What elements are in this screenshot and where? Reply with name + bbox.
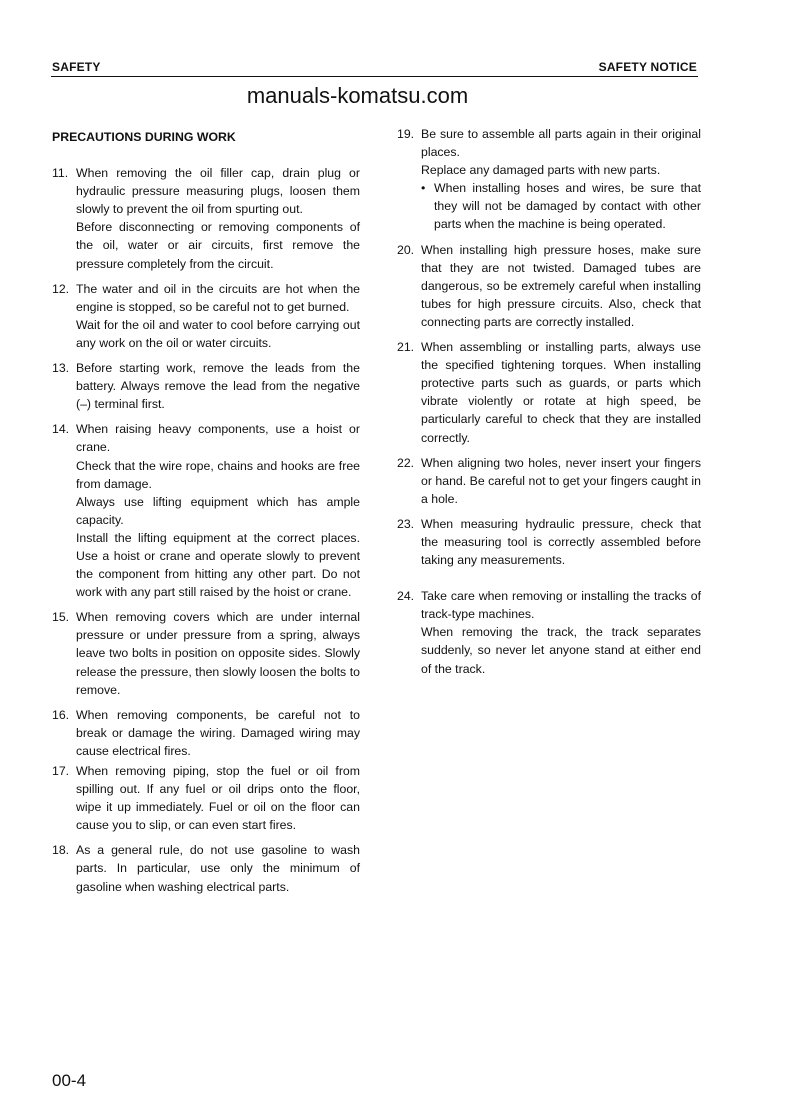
item-paragraph: When removing components, be careful not to break or damage the wiring. Damaged wiring may cause electrical fires. xyxy=(76,707,360,758)
item-paragraph: Install the lifting equipment at the correct places. Use a hoist or crane and operate slowly to prevent the component from hitting any other part. Do not work with any part still raised by the hoist or crane. xyxy=(76,530,360,600)
item-paragraph: When measuring hydraulic pressure, check that the measuring tool is correctly assembled before taking any measurements. xyxy=(421,516,701,568)
item-paragraph: When assembling or installing parts, always use the specified tightening torques. When installing protective parts such as guards, or parts which vibrate violently or rotate at high speed, be particularly careful to check that they are installed correctly. xyxy=(421,340,701,445)
item-paragraph: Before disconnecting or removing components of the oil, water or air circuits, first remove the pressure completely from the circuit. xyxy=(76,220,360,271)
safety-item xyxy=(52,164,360,273)
bullet-text: When installing hoses and wires, be sure that they will not be damaged by contact with other parts when the machine is being operated. xyxy=(434,181,701,232)
item-paragraph: When installing high pressure hoses, make sure that they are not twisted. Damaged tubes are dangerous, so be extremely careful when installing tubes for high pressure circuits. Also, check that connecting parts are correctly installed. xyxy=(421,242,701,329)
item-paragraph: When removing the oil filler cap, drain plug or hydraulic pressure measuring plugs, loosen them slowly to prevent the oil from spurting out. xyxy=(76,166,360,217)
safety-item xyxy=(52,841,360,895)
safety-item xyxy=(397,587,701,677)
item-paragraph: When removing the track, the track separates suddenly, so never let anyone stand at either end of the track. xyxy=(421,625,701,676)
item-paragraph: Check that the wire rope, chains and hooks are free from damage. xyxy=(76,458,360,491)
item-number: 19. xyxy=(397,127,415,141)
item-paragraph: Be sure to assemble all parts again in their original places. xyxy=(421,127,701,160)
item-number: 13. xyxy=(52,361,70,376)
item-number: 15. xyxy=(52,610,70,625)
header-section-label: SAFETY xyxy=(52,60,101,74)
item-paragraph: When raising heavy components, use a hoist or crane. xyxy=(76,422,360,455)
header-rule xyxy=(51,76,698,77)
safety-item xyxy=(52,420,360,601)
safety-item xyxy=(52,280,360,352)
item-number: 18. xyxy=(52,843,70,858)
item-number: 12. xyxy=(52,281,70,296)
item-number: 11. xyxy=(52,166,69,181)
item-paragraph: Before starting work, remove the leads from the battery. Always remove the lead from the negative (–) terminal first. xyxy=(76,361,360,412)
item-paragraph: When aligning two holes, never insert your fingers or hand. Be careful not to get your fingers caught in a hole. xyxy=(421,455,701,506)
item-paragraph: Replace any damaged parts with new parts. xyxy=(421,163,661,178)
safety-item xyxy=(397,515,701,569)
item-number: 23. xyxy=(397,516,415,531)
safety-item xyxy=(397,454,701,508)
bullet-dot-icon: • xyxy=(421,181,426,196)
safety-item xyxy=(52,706,360,760)
item-paragraph: Take care when removing or installing the tracks of track-type machines. xyxy=(421,589,701,622)
item-paragraph: As a general rule, do not use gasoline to wash parts. In particular, use only the minimum of gasoline when washing electrical parts. xyxy=(76,843,360,894)
safety-item xyxy=(397,241,701,331)
item-number: 20. xyxy=(397,242,415,257)
item-paragraph: When removing covers which are under internal pressure or under pressure from a spring, always leave two bolts in position on opposite sides. Slowly release the pressure, then slowly loosen the bolts to remove. xyxy=(76,610,360,697)
item-paragraph: Wait for the oil and water to cool before carrying out any work on the oil or water circuits. xyxy=(76,317,360,350)
safety-item xyxy=(52,762,360,834)
header-document-title: SAFETY NOTICE xyxy=(598,60,697,74)
safety-item xyxy=(52,608,360,698)
safety-item xyxy=(397,338,701,447)
section-title: PRECAUTIONS DURING WORK xyxy=(52,130,236,144)
item-number: 16. xyxy=(52,707,70,722)
right-item-list xyxy=(397,125,701,678)
safety-item xyxy=(52,359,360,413)
item-paragraph: When removing piping, stop the fuel or oil from spilling out. If any fuel or oil drips onto the floor, wipe it up immediately. Fuel or oil on the floor can cause you to slip, or can even start fires. xyxy=(76,764,360,833)
left-column xyxy=(52,128,360,896)
item-number: 21. xyxy=(397,340,415,355)
item-number: 17. xyxy=(52,764,70,778)
watermark: manuals-komatsu.com xyxy=(246,83,469,108)
item-paragraph: The water and oil in the circuits are hot when the engine is stopped, so be careful not to get burned. xyxy=(76,281,360,314)
item-paragraph: Always use lifting equipment which has ample capacity. xyxy=(76,494,360,527)
left-item-list xyxy=(52,164,360,896)
item-bullet-point xyxy=(421,179,701,233)
safety-item xyxy=(397,125,701,234)
right-column xyxy=(397,125,701,678)
item-number: 14. xyxy=(52,422,70,437)
page-number: 00-4 xyxy=(52,1071,87,1090)
item-number: 24. xyxy=(397,589,415,604)
item-number: 22. xyxy=(397,455,415,470)
